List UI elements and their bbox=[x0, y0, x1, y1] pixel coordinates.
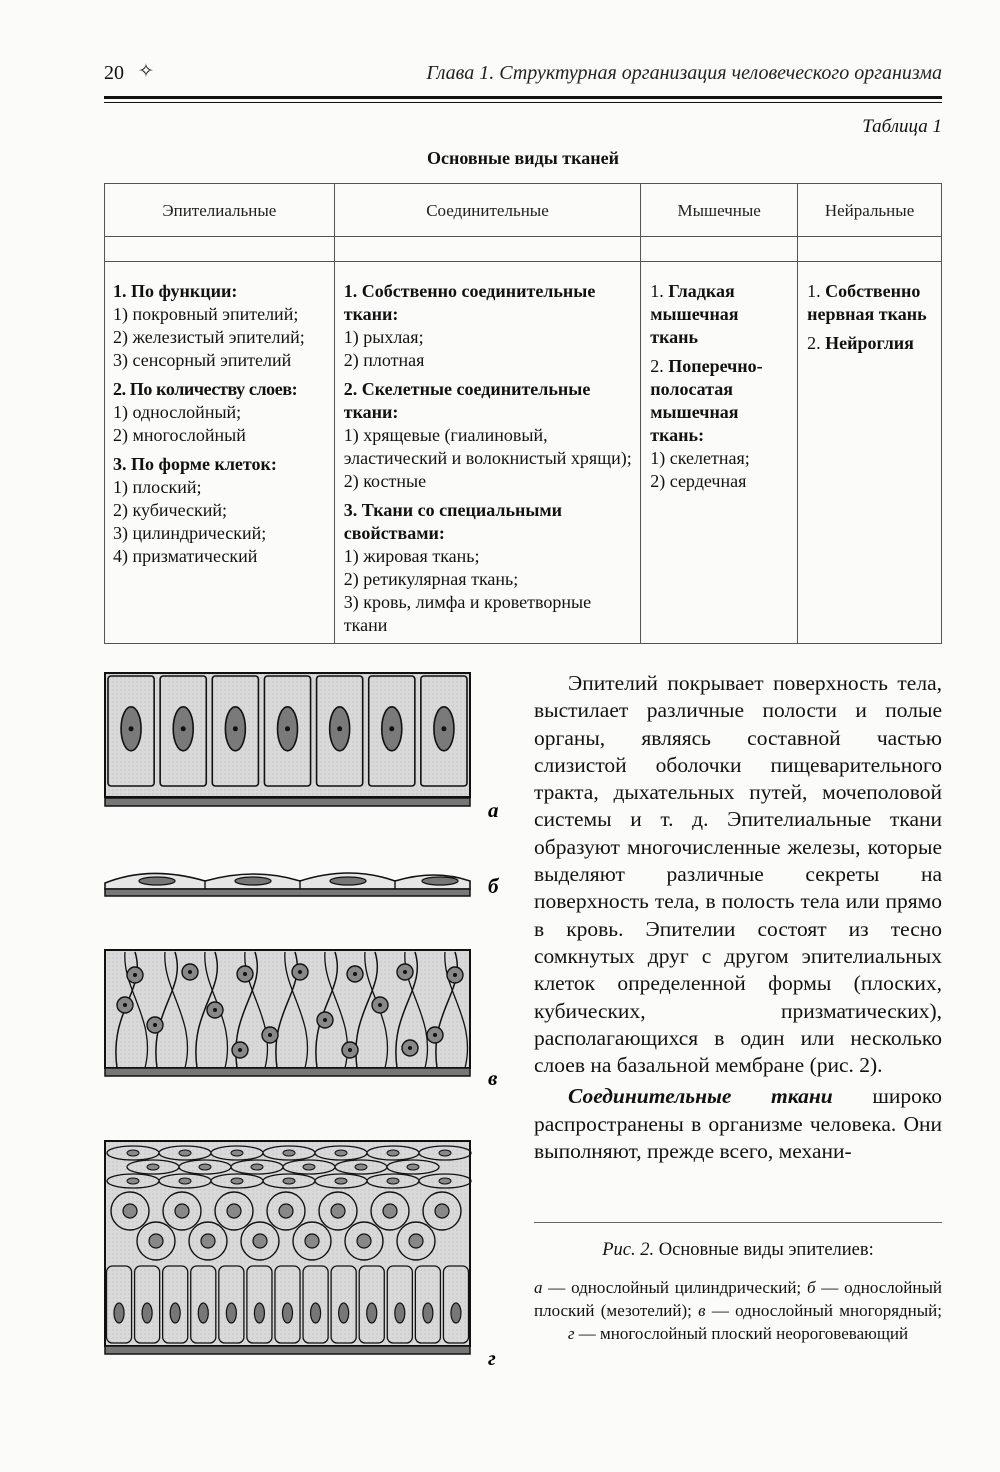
pseudostratified-epithelium-panel bbox=[105, 950, 470, 1076]
nucleolus bbox=[378, 1003, 382, 1007]
cell-nucleus bbox=[407, 1164, 419, 1170]
nucleolus bbox=[337, 726, 342, 731]
columnar-epithelium-panel bbox=[105, 673, 470, 806]
table-body-row bbox=[105, 262, 942, 644]
cell-nucleus bbox=[179, 1150, 191, 1156]
caption-letter: а bbox=[534, 1278, 543, 1297]
tissue-types-table bbox=[104, 183, 942, 644]
cell-nucleus bbox=[387, 1150, 399, 1156]
column-header-muscle: Мышечные bbox=[641, 184, 798, 237]
cell-nucleus bbox=[311, 1303, 321, 1323]
table-header-row bbox=[105, 184, 942, 237]
running-title: Глава 1. Структурная организация человеческого организма bbox=[426, 62, 942, 84]
list-item: 2) костные bbox=[343, 471, 427, 491]
emphasis-term: Соединительные ткани bbox=[568, 1084, 833, 1109]
cell-muscle bbox=[641, 262, 798, 644]
cell-nucleus bbox=[422, 877, 458, 885]
cell-nucleus bbox=[127, 1150, 139, 1156]
cell-nucleus bbox=[227, 1204, 241, 1218]
cell-nucleus bbox=[330, 877, 366, 885]
item-number: 2. bbox=[650, 356, 664, 376]
cell-nucleus bbox=[423, 1303, 433, 1323]
caption-text: — однослойный многорядный; bbox=[705, 1301, 943, 1320]
squamous-epithelium-panel bbox=[105, 873, 470, 896]
cell-nucleus bbox=[395, 1303, 405, 1323]
cell-nucleus bbox=[367, 1303, 377, 1323]
cell-epithelial bbox=[105, 262, 335, 644]
paragraph bbox=[534, 1083, 942, 1165]
caption-label: Рис. 2. bbox=[602, 1240, 655, 1260]
figure-letter-v: в bbox=[488, 1066, 498, 1090]
list-item: 3) цилиндрический; bbox=[113, 523, 267, 543]
list-item: 4) призматический bbox=[113, 546, 258, 566]
cell-nucleus bbox=[303, 1164, 315, 1170]
cell-nucleus bbox=[439, 1150, 451, 1156]
cell-nucleus bbox=[139, 877, 175, 885]
connective-group-title: 1. Собственно соединительные ткани: bbox=[343, 281, 596, 324]
basement-membrane bbox=[105, 1346, 470, 1354]
caption-letter: г bbox=[567, 1324, 575, 1343]
diamond-icon: ✧ bbox=[138, 61, 154, 82]
nucleolus bbox=[123, 1003, 127, 1007]
nucleolus bbox=[403, 970, 407, 974]
list-item: 2) плотная bbox=[343, 350, 425, 370]
header-rule-thin bbox=[104, 102, 942, 103]
cell-nucleus bbox=[114, 1303, 124, 1323]
cell-nucleus bbox=[254, 1303, 264, 1323]
cell-nucleus bbox=[339, 1303, 349, 1323]
list-item: 1) скелетная; bbox=[650, 448, 750, 468]
connective-group-title: 2. Скелетные соединительные ткани: bbox=[343, 379, 591, 422]
paragraph: Эпителий покрывает поверхность тела, выстилает различные полости и полые органы, являясь составной частью слизистой оболочки пищеварительного тракта, дыхательных путей, мочеполовой системы и т. д. Эпителиальные ткани образуют многочисленные железы, которые выделяют различные секреты на поверхность тела, в полость тела или прямо в кровь. Эпителии состоят из тесно сомкнутых друг с другом эпителиальных клеток определенной формы (плоских, кубических, призматических), располагающихся в один или несколько слоев на базальной мембране (рис. 2). bbox=[534, 671, 942, 1078]
column-header-connective: Соединительные bbox=[334, 184, 641, 237]
muscle-item-title: Поперечно-полосатая мышечная ткань: bbox=[650, 356, 763, 445]
neural-item-title: Собственно нервная ткань bbox=[807, 281, 927, 324]
cell-nucleus bbox=[387, 1178, 399, 1184]
nucleolus bbox=[153, 1023, 157, 1027]
cell-nucleus bbox=[383, 1204, 397, 1218]
cell-nucleus bbox=[235, 877, 271, 885]
nucleolus bbox=[233, 726, 238, 731]
cell-nucleus bbox=[355, 1164, 367, 1170]
connective-group-title: 3. Ткани со специальными свойствами: bbox=[343, 500, 563, 543]
list-item: 1) рыхлая; bbox=[343, 327, 424, 347]
item-number: 1. bbox=[807, 281, 821, 301]
cell-nucleus bbox=[142, 1303, 152, 1323]
list-item: 1) покровный эпителий; bbox=[113, 304, 299, 324]
cell-nucleus bbox=[149, 1234, 163, 1248]
caption-title-text: Основные виды эпителиев: bbox=[654, 1240, 874, 1260]
epithelium-figure bbox=[100, 665, 510, 1375]
list-item: 2) многослойный bbox=[113, 425, 246, 445]
nucleolus bbox=[433, 1033, 437, 1037]
nucleolus bbox=[243, 972, 247, 976]
nucleolus bbox=[441, 726, 446, 731]
nucleolus bbox=[238, 1048, 242, 1052]
nucleolus bbox=[389, 726, 394, 731]
cell-nucleus bbox=[231, 1150, 243, 1156]
cell-nucleus bbox=[231, 1178, 243, 1184]
caption-letter: в bbox=[698, 1301, 706, 1320]
cell-nucleus bbox=[175, 1204, 189, 1218]
cell-nucleus bbox=[439, 1178, 451, 1184]
figure-letter-g: г bbox=[488, 1346, 496, 1370]
list-item: 1) жировая ткань; bbox=[343, 546, 480, 566]
basement-membrane bbox=[105, 1068, 470, 1076]
cell-nucleus bbox=[253, 1234, 267, 1248]
cell-nucleus bbox=[201, 1234, 215, 1248]
cell-nucleus bbox=[335, 1178, 347, 1184]
neural-item bbox=[807, 280, 933, 326]
cell-nucleus bbox=[335, 1150, 347, 1156]
nucleolus bbox=[213, 1008, 217, 1012]
list-item: 3) сенсорный эпителий bbox=[113, 350, 292, 370]
table-title: Основные виды тканей bbox=[427, 148, 619, 168]
column-header-neural: Нейральные bbox=[798, 184, 942, 237]
nucleolus bbox=[298, 970, 302, 974]
cell-nucleus bbox=[305, 1234, 319, 1248]
cell-connective bbox=[334, 262, 641, 644]
cell-nucleus bbox=[451, 1303, 461, 1323]
column-header-epithelial: Эпителиальные bbox=[105, 184, 335, 237]
nucleolus bbox=[408, 1046, 412, 1050]
caption-text: — многослойный плоский неороговевающий bbox=[574, 1324, 909, 1343]
nucleolus bbox=[353, 972, 357, 976]
page-number: 20 bbox=[104, 62, 124, 84]
stratified-epithelium-panel bbox=[105, 1141, 471, 1354]
caption-letter: б bbox=[806, 1278, 816, 1297]
cell-nucleus bbox=[251, 1164, 263, 1170]
nucleolus bbox=[133, 973, 137, 977]
epithelial-group-title: 1. По функции: bbox=[113, 281, 238, 301]
figure-caption-title bbox=[534, 1240, 942, 1261]
nucleolus bbox=[268, 1033, 272, 1037]
nucleolus bbox=[323, 1018, 327, 1022]
item-number: 2. bbox=[807, 333, 821, 353]
nucleolus bbox=[188, 970, 192, 974]
cell-nucleus bbox=[279, 1204, 293, 1218]
paragraph-rest: широко распространены в организме человека. Они выполняют, прежде всего, механи- bbox=[534, 1084, 942, 1164]
list-item: 2) сердечная bbox=[650, 471, 747, 491]
cell-nucleus bbox=[147, 1164, 159, 1170]
caption-rule bbox=[534, 1222, 942, 1223]
header-rule bbox=[104, 96, 942, 99]
nucleolus bbox=[181, 726, 186, 731]
nucleolus bbox=[348, 1048, 352, 1052]
epithelial-group-title: 3. По форме клеток: bbox=[113, 454, 277, 474]
cell-nucleus bbox=[409, 1234, 423, 1248]
figure-letter-b: б bbox=[488, 874, 499, 898]
caption-text: — однослойный плоский (мезотелий); bbox=[534, 1278, 942, 1320]
nucleolus bbox=[285, 726, 290, 731]
list-item: 2) кубический; bbox=[113, 500, 228, 520]
cell-nucleus bbox=[198, 1303, 208, 1323]
item-number: 1. bbox=[650, 281, 664, 301]
nucleolus bbox=[129, 726, 134, 731]
list-item: 2) ретикулярная ткань; bbox=[343, 569, 519, 589]
cell-nucleus bbox=[357, 1234, 371, 1248]
cell-neural bbox=[798, 262, 942, 644]
cell-nucleus bbox=[331, 1204, 345, 1218]
figure-letter-a: а bbox=[488, 798, 499, 822]
cell-nucleus bbox=[179, 1178, 191, 1184]
neural-item bbox=[807, 332, 933, 355]
muscle-item bbox=[650, 280, 789, 349]
cell-nucleus bbox=[199, 1164, 211, 1170]
cell-nucleus bbox=[170, 1303, 180, 1323]
cell-nucleus bbox=[226, 1303, 236, 1323]
muscle-item-title: Гладкая мышечная ткань bbox=[650, 281, 739, 347]
cell-nucleus bbox=[127, 1178, 139, 1184]
body-text bbox=[534, 670, 942, 1165]
muscle-item bbox=[650, 355, 789, 447]
cell-nucleus bbox=[283, 1178, 295, 1184]
list-item: 1) плоский; bbox=[113, 477, 202, 497]
basement-membrane bbox=[105, 798, 470, 806]
nucleolus bbox=[453, 973, 457, 977]
caption-text: — однослойный цилиндрический; bbox=[542, 1278, 807, 1297]
cell-nucleus bbox=[123, 1204, 137, 1218]
cell-nucleus bbox=[435, 1204, 449, 1218]
cell-nucleus bbox=[283, 1150, 295, 1156]
table-label: Таблица 1 bbox=[862, 116, 942, 137]
list-item: 1) однослойный; bbox=[113, 402, 242, 422]
epithelial-group-title: 2. По количеству слоев: bbox=[113, 379, 298, 399]
list-item: 2) железистый эпителий; bbox=[113, 327, 305, 347]
cell-nucleus bbox=[283, 1303, 293, 1323]
neural-item-title: Нейроглия bbox=[825, 333, 914, 353]
list-item: 1) хрящевые (гиалиновый, эластический и волокнистый хрящи); bbox=[343, 425, 632, 468]
figure-caption-body bbox=[534, 1276, 942, 1345]
list-item: 3) кровь, лимфа и кроветворные ткани bbox=[343, 592, 592, 635]
basement-membrane bbox=[105, 889, 470, 896]
